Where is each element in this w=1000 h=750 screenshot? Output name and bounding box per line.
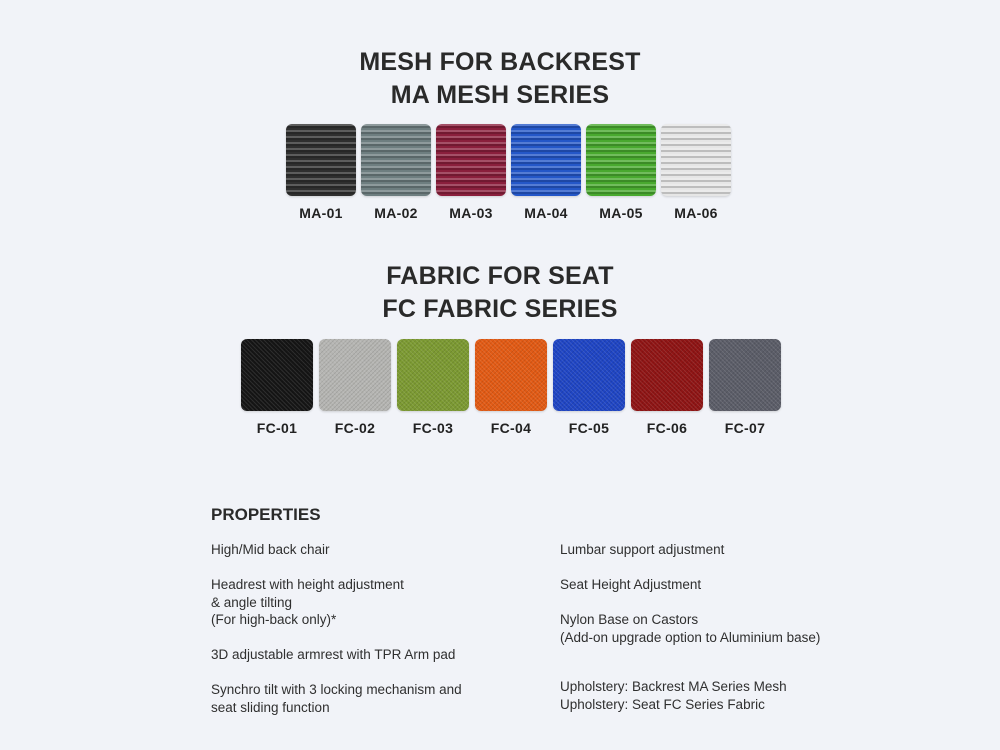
property-line: Seat Height Adjustment (560, 577, 702, 592)
mesh-swatch-chip (586, 124, 656, 196)
property-line: 3D adjustable armrest with TPR Arm pad (211, 647, 456, 662)
fabric-title-line-1: FABRIC FOR SEAT (386, 262, 614, 290)
property-item (211, 646, 455, 664)
fabric-swatch-chip (397, 339, 469, 411)
property-line: Upholstery: Backrest MA Series Mesh (560, 679, 787, 694)
mesh-swatch-chip (286, 124, 356, 196)
property-item (560, 678, 787, 713)
fabric-swatch[interactable] (475, 339, 547, 436)
fabric-swatch-code: FC-03 (412, 420, 454, 436)
fabric-swatch-chip (241, 339, 313, 411)
mesh-swatch[interactable] (661, 124, 731, 221)
fabric-section-title (0, 260, 1000, 326)
fabric-swatch-code: FC-06 (646, 420, 688, 436)
mesh-swatch-code: MA-05 (599, 205, 643, 221)
property-line: Synchro tilt with 3 locking mechanism and (211, 682, 462, 697)
fabric-swatch-chip (475, 339, 547, 411)
fabric-swatch-row (241, 339, 781, 436)
property-line: seat sliding function (211, 699, 330, 715)
property-item (211, 681, 462, 716)
property-line: (Add-on upgrade option to Aluminium base) (560, 629, 821, 645)
mesh-swatch[interactable] (586, 124, 656, 221)
mesh-swatch-code: MA-06 (674, 205, 718, 221)
property-line: & angle tilting (211, 594, 293, 610)
mesh-swatch-chip (661, 124, 731, 196)
property-item (211, 541, 330, 559)
fabric-swatch-code: FC-07 (724, 420, 766, 436)
fabric-swatch[interactable] (631, 339, 703, 436)
mesh-swatch[interactable] (286, 124, 356, 221)
mesh-swatch-chip (361, 124, 431, 196)
fabric-swatch-code: FC-02 (334, 420, 376, 436)
mesh-swatch-row (286, 124, 731, 221)
property-item (560, 576, 701, 594)
mesh-swatch-code: MA-03 (449, 205, 493, 221)
property-item (211, 576, 404, 629)
mesh-swatch[interactable] (361, 124, 431, 221)
fabric-swatch-chip (631, 339, 703, 411)
property-line: Upholstery: Seat FC Series Fabric (560, 696, 765, 712)
mesh-swatch-code: MA-02 (374, 205, 418, 221)
properties-heading: PROPERTIES (211, 505, 321, 524)
property-line: Nylon Base on Castors (560, 612, 699, 627)
fabric-swatch-chip (553, 339, 625, 411)
property-line: Headrest with height adjustment (211, 577, 404, 592)
property-line: Lumbar support adjustment (560, 542, 725, 557)
fabric-swatch-code: FC-05 (568, 420, 610, 436)
property-line: (For high-back only)* (211, 612, 337, 627)
mesh-swatch[interactable] (436, 124, 506, 221)
fabric-swatch-code: FC-01 (256, 420, 298, 436)
property-item (560, 541, 724, 559)
fabric-swatch[interactable] (553, 339, 625, 436)
fabric-title-line-2: FC FABRIC SERIES (382, 295, 618, 323)
mesh-title-line-2: MA MESH SERIES (390, 81, 610, 109)
mesh-swatch-code: MA-04 (524, 205, 568, 221)
mesh-swatch-code: MA-01 (299, 205, 343, 221)
fabric-swatch-chip (709, 339, 781, 411)
fabric-swatch[interactable] (397, 339, 469, 436)
fabric-swatch-code: FC-04 (490, 420, 532, 436)
fabric-swatch-chip (319, 339, 391, 411)
fabric-swatch[interactable] (241, 339, 313, 436)
property-item (560, 611, 820, 646)
mesh-title-line-1: MESH FOR BACKREST (359, 48, 641, 76)
mesh-section-title (0, 46, 1000, 112)
property-line: High/Mid back chair (211, 542, 330, 557)
fabric-swatch[interactable] (319, 339, 391, 436)
fabric-swatch[interactable] (709, 339, 781, 436)
mesh-swatch-chip (511, 124, 581, 196)
mesh-swatch[interactable] (511, 124, 581, 221)
mesh-swatch-chip (436, 124, 506, 196)
